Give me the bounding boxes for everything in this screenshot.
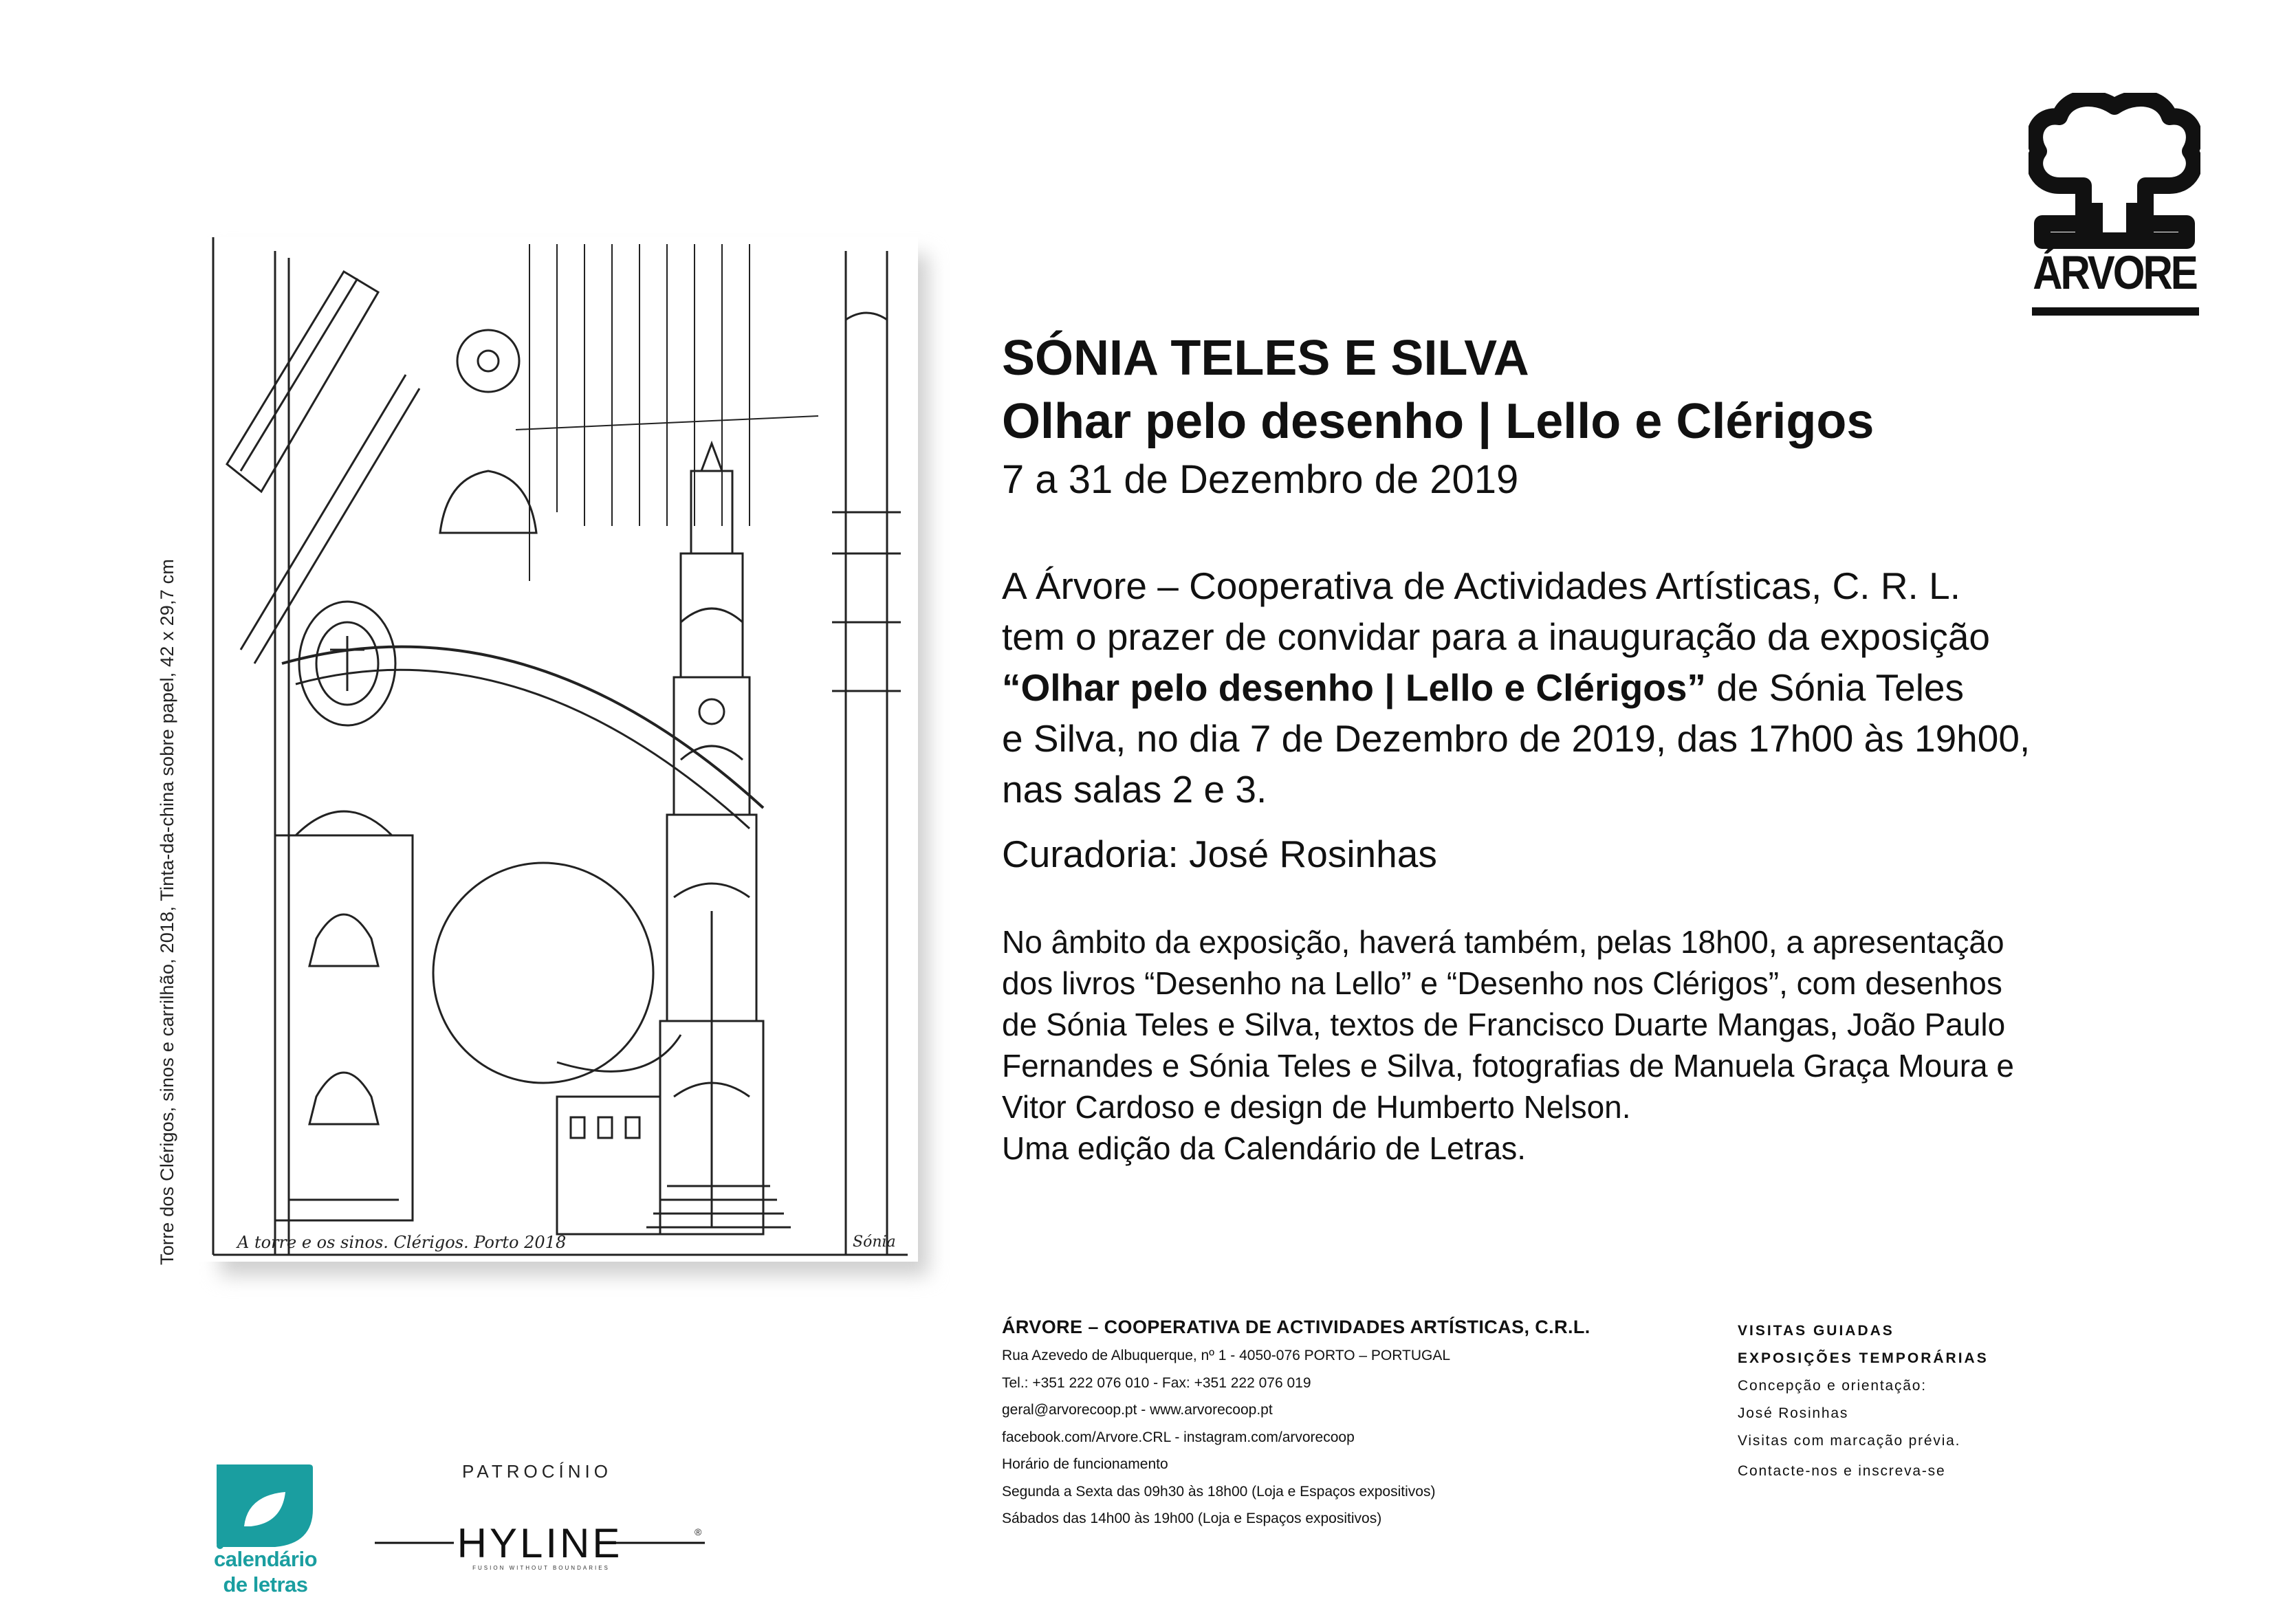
invite-exhibition-name: “Olhar pelo desenho | Lello e Clérigos” (1002, 666, 1706, 709)
guided-visits-block (1738, 1317, 2123, 1485)
hyline-logo-wordmark: HYLINE (457, 1520, 623, 1566)
invitation-paragraph (1002, 560, 2240, 815)
invite-line-rest: de Sónia Teles (1705, 666, 1965, 709)
curator-credit: Curadoria: José Rosinhas (1002, 833, 1437, 875)
org-phone: Tel.: +351 222 076 010 - Fax: +351 222 076 019 (1002, 1374, 1311, 1391)
org-hours-weekday: Segunda a Sexta das 09h30 às 18h00 (Loja e Espaços expositivos) (1002, 1483, 1436, 1500)
artwork-caption: Torre dos Clérigos, sinos e carrilhão, 2018, Tinta-da-china sobre papel, 42 x 29,7 cm (157, 558, 177, 1265)
presentation-line: No âmbito da exposição, haverá também, pelas 18h00, a apresentação (1002, 924, 2004, 960)
visits-line: José Rosinhas (1738, 1405, 1849, 1421)
hyline-registered-mark: ® (695, 1526, 702, 1537)
drawing-signature-right: Sónia (853, 1233, 896, 1251)
artwork-drawing (199, 237, 918, 1262)
sponsorship-label: PATROCÍNIO (462, 1461, 612, 1482)
hyline-tagline: FUSION WITHOUT BOUNDARIES (472, 1565, 610, 1571)
visits-subheading: EXPOSIÇÕES TEMPORÁRIAS (1738, 1350, 1989, 1366)
exhibition-dates: 7 a 31 de Dezembro de 2019 (1002, 457, 1519, 502)
presentation-line: Fernandes e Sónia Teles e Silva, fotografias de Manuela Graça Moura e (1002, 1048, 2014, 1084)
visits-line: Concepção e orientação: (1738, 1378, 1927, 1394)
invite-line: A Árvore – Cooperativa de Actividades Artísticas, C. R. L. (1002, 564, 1960, 607)
invite-line: nas salas 2 e 3. (1002, 768, 1267, 811)
organization-contact-block (1002, 1317, 1690, 1533)
artist-name: SÓNIA TELES E SILVA (1002, 331, 1529, 386)
presentation-line: Vitor Cardoso e design de Humberto Nelson. (1002, 1089, 1631, 1125)
calendario-logo-text: calendário (213, 1547, 318, 1571)
exhibition-title: Olhar pelo desenho | Lello e Clérigos (1002, 394, 1874, 449)
invite-line (1002, 662, 2240, 713)
org-hours-heading: Horário de funcionamento (1002, 1456, 1168, 1472)
org-email-website[interactable]: geral@arvorecoop.pt - www.arvorecoop.pt (1002, 1402, 1273, 1418)
visits-line: Visitas com marcação prévia. (1738, 1433, 1961, 1449)
calendario-logo-text: de letras (223, 1572, 308, 1596)
organization-name: ÁRVORE – COOPERATIVA DE ACTIVIDADES ARTÍSTICAS, C.R.L. (1002, 1317, 1590, 1337)
org-address: Rua Azevedo de Albuquerque, nº 1 - 4050-076 PORTO – PORTUGAL (1002, 1348, 1451, 1363)
presentation-line: de Sónia Teles e Silva, textos de Francisco Duarte Mangas, João Paulo (1002, 1007, 2006, 1042)
org-hours-saturday: Sábados das 14h00 às 19h00 (Loja e Espaços expositivos) (1002, 1511, 1382, 1526)
invite-line: tem o prazer de convidar para a inauguração da exposição (1002, 615, 1991, 658)
arvore-logo-wordmark: ÁRVORE (2033, 245, 2196, 300)
pen-drawing-illustration (199, 237, 918, 1262)
invite-line: e Silva, no dia 7 de Dezembro de 2019, das 17h00 às 19h00, (1002, 717, 2031, 760)
presentation-line: Uma edição da Calendário de Letras. (1002, 1130, 1527, 1166)
book-presentation-paragraph (1002, 921, 2240, 1169)
logo-underline (2032, 307, 2199, 316)
visits-heading: VISITAS GUIADAS (1738, 1323, 1894, 1339)
drawing-signature-left: A torre e os sinos. Clérigos. Porto 2018 (237, 1233, 567, 1252)
visits-contact: Contacte-nos e inscreva-se (1738, 1463, 1946, 1479)
org-social-links[interactable]: facebook.com/Arvore.CRL - instagram.com/arvorecoop (1002, 1429, 1355, 1445)
presentation-line: dos livros “Desenho na Lello” e “Desenho nos Clérigos”, com desenhos (1002, 965, 2002, 1001)
